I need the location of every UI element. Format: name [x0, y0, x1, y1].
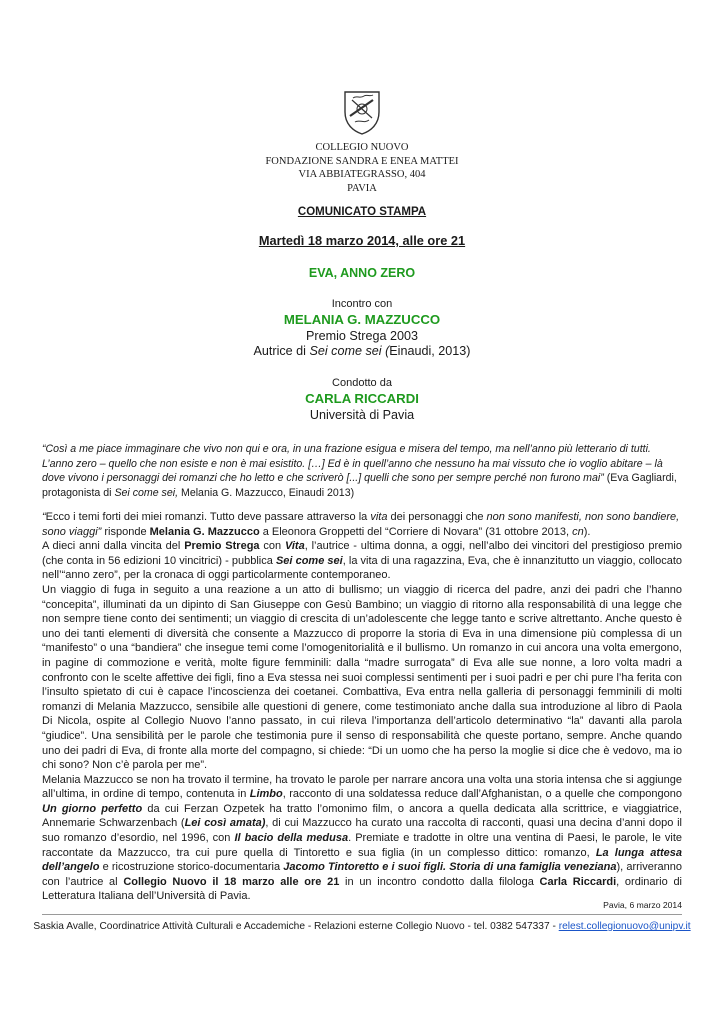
contact-email-link[interactable]: relest.collegionuovo@unipv.it — [558, 921, 691, 932]
address-block — [0, 141, 724, 195]
moderator-block — [0, 377, 724, 422]
address-line: COLLEGIO NUOVO — [315, 142, 409, 153]
paragraph: Melania Mazzucco se non ha trovato il termine, ha trovato le parole per narrare ancora una volta una storia intensa che si aggiunge all’ultima, in ordine di tempo, contenuta in Limbo, racconto di una soldatessa reduce dall’Afghanistan, o a quelle che compongono Un giorno perfetto da cui Ferzan Ozpetek ha tratto l’omonimo film, o ancora a quella dedicata alla scrittrice, e viaggiatrice, Annemarie Schwarzenbach (Lei così amata), di cui Mazzucco ha curato una raccolta di racconti, quasi una decina d’anni dopo il suo romanzo d’esordio, nel 1996, con Il bacio della medusa. Premiate e tradotte in oltre una ventina di Paesi, le parole, le vite raccontate da Mazzucco, tra cui pure quella di Tintoretto e sua figlia (in un complesso dittico: romanzo, La lunga attesa dell’angelo e ricostruzione storico-documentaria Jacomo Tintoretto e i suoi figli. Storia di una famiglia veneziana), arriveranno con l’autrice al Collegio Nuovo il 18 marzo alle ore 21 in un incontro condotto dalla filologa Carla Riccardi, ordinario di Letteratura Italiana dell’Università di Pavia. — [42, 773, 683, 903]
article-body — [42, 510, 682, 904]
guest-name: MELANIA G. MAZZUCCO — [283, 312, 441, 327]
event-date: Martedì 18 marzo 2014, alle ore 21 — [258, 233, 466, 248]
address-line: PAVIA — [347, 182, 377, 194]
guest-book: Autrice di Sei come sei (Einaudi, 2013) — [253, 344, 471, 358]
guest-award: Premio Strega 2003 — [305, 329, 418, 343]
press-release-label: COMUNICATO STAMPA — [297, 206, 427, 218]
book-title: Sei come sei ( — [309, 344, 390, 358]
opening-quote: “Così a me piace immaginare che vivo non qui e ora, in una frazione esigua e misera del tempo, ma nell’anno più letterario di tutti. L’anno zero – quello che non esiste e non è mai esistito. […] Ed è in quell’anno che nessuno ha mai vissuto che io voglio abitare – là dove vivono i personaggi dei romanzi che ho letto e che scriverò [...] quelli che sono per sempre perché non furono mai” (Eva Gagliardi, protagonista di Sei come sei, Melania G. Mazzucco, Einaudi 2013) — [42, 443, 677, 499]
event-title: EVA, ANNO ZERO — [308, 266, 416, 280]
moderator-intro: Condotto da — [332, 377, 392, 389]
moderator-affiliation: Università di Pavia — [309, 408, 415, 422]
address-line: FONDAZIONE SANDRA E ENEA MATTEI — [265, 155, 459, 167]
paragraph: Un viaggio di fuga in seguito a una reazione a un atto di bullismo; un viaggio di ricerca del padre, anzi dei padri che l’hanno “concepita”, illuminati da un dipinto di San Giuseppe con Gesù Bambino; un viaggio di ritorno alla responsabilità di una legge che non sempre tiene conto dei sentimenti; un viaggio di crescita di un’adolescente che legge tanto e scrive altrettanto. Anche questo è uno dei tanti elementi di diversità che consente a Mazzucco di proporre la storia di Eva in una dimensione più complessa di un “manifesto” o una “bandiera” che insegue temi come l’omogenitorialità e il bullismo. Un romanzo in cui ancora una volta emergono, in pagine di commozione e verità, molte figure femminili: dalla “madre surrogata” di Eva alle sue nonne, a loro volta madri a confronto con le scelte affettive dei figli, fino a Eva stessa nei suoi complessi sentimenti per i suoi padri e per chi pure l’ha ferita con l’insulto spietato di cui è capace l’incoscienza dei coetanei. Combattiva, Eva entra nella galleria di personaggi femminili di molti romanzi di Melania Mazzucco, sensibile alle questioni di genere, come testimoniato anche dalla sua introduzione al libro di Paola Di Nicola, ospite al Collegio Nuovo l’anno passato, in cui rileva l’importanza dell’articolo determinativo “la” davanti alla parola “giudice”. Una sensibilità per le parole che testimonia pure il senso di responsabilità che queste portano, sempre. Anche quando uno dei padri di Eva, di fronte alla morte del compagno, si chiede: “Di un uomo che ha perso la moglie si dice che è vedovo, ma io chi sono? Non c’è parola per me”. — [42, 583, 682, 772]
moderator-name: CARLA RICCARDI — [305, 391, 419, 406]
footer-contact: Saskia Avalle, Coordinatrice Attività Culturali e Accademiche - Relazioni esterne Collegio Nuovo - tel. 0382 547337 - relest.collegionuovo@unipv.it — [33, 921, 691, 932]
college-crest-icon — [337, 86, 387, 136]
footer-divider — [42, 914, 682, 915]
paragraph: “Ecco i temi forti dei miei romanzi. Tutto deve passare attraverso la vita dei personaggi che non sono manifesti, non sono bandiere, sono viaggi” risponde Melania G. Mazzucco a Eleonora Groppetti del “Corriere di Novara” (31 ottobre 2013, cn). — [42, 511, 680, 538]
guest-block — [0, 298, 724, 358]
address-line: VIA ABBIATEGRASSO, 404 — [298, 169, 426, 181]
paragraph: A dieci anni dalla vincita del Premio Strega con Vita, l’autrice - ultima donna, a oggi, nell’albo dei vincitori del prestigioso premio (che conta in 56 edizioni 10 vincitrici) - pubblica Sei come sei, la vita di una ragazzina, Eva, che è innanzitutto un viaggio, collocato nell’“anno zero”, per la cronaca di oggi particolarmente contemporaneo. — [42, 540, 683, 582]
guest-intro: Incontro con — [331, 298, 393, 310]
release-date: Pavia, 6 marzo 2014 — [603, 900, 682, 910]
